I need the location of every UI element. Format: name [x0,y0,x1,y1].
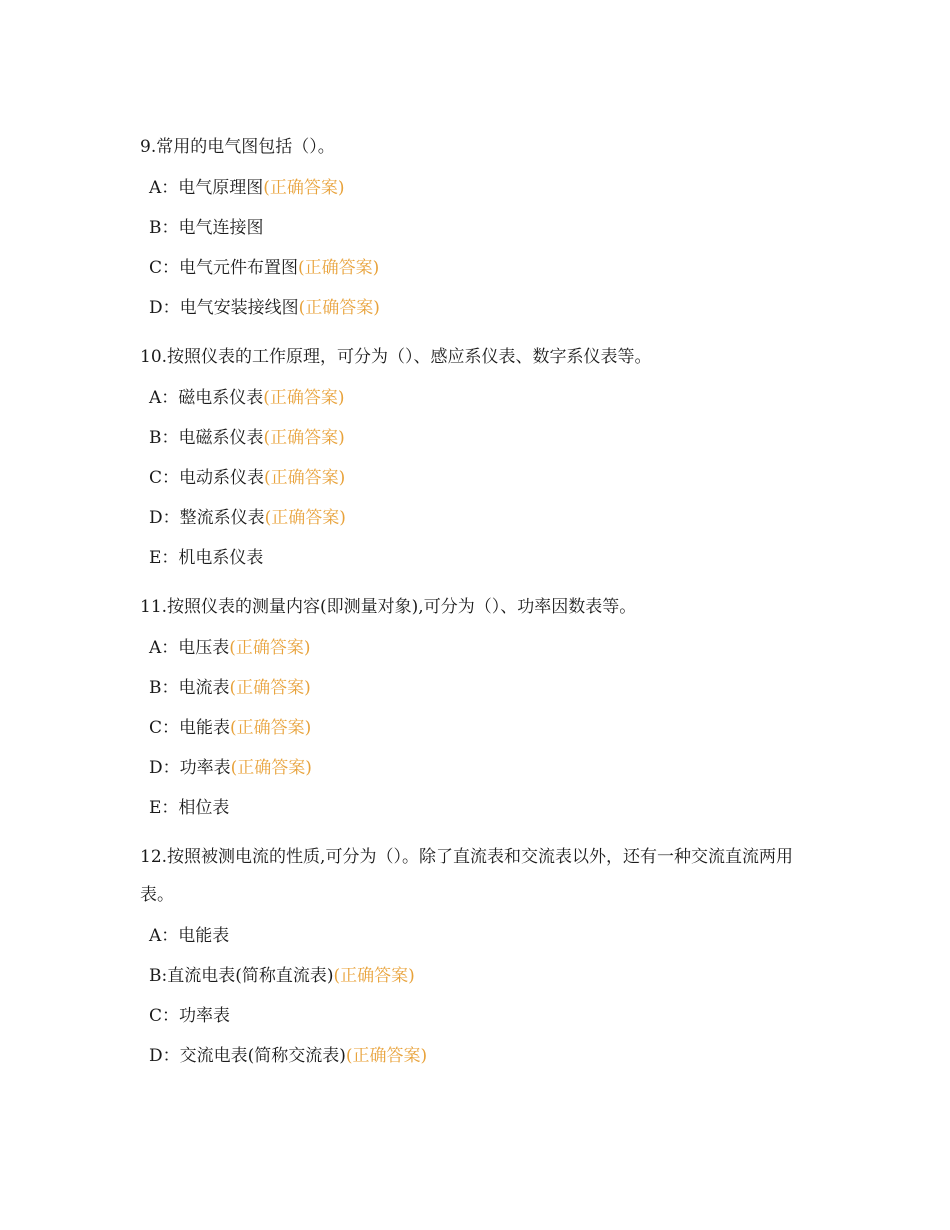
option-text: A：电能表 [149,926,230,946]
question-text: 12.按照被测电流的性质,可分为（）。除了直流表和交流表以外，还有一种交流直流两用表。 [140,847,793,905]
question-text: 10.按照仪表的工作原理，可分为（）、感应系仪表、数字系仪表等。 [140,347,652,367]
correct-answer-tag: (正确答案) [264,508,346,528]
option-text: E：相位表 [149,798,230,818]
option-text: C：功率表 [149,1006,231,1026]
correct-answer-tag: (正确答案) [264,468,346,488]
option-text: B：电流表 [149,678,230,698]
option-item [140,248,820,288]
option-list [140,168,820,328]
option-text: B：电磁系仪表 [149,428,264,448]
correct-answer-tag: (正确答案) [263,428,345,448]
correct-answer-tag: (正确答案) [263,178,345,198]
option-item [140,538,820,578]
option-list [140,916,820,1076]
option-item [140,288,820,328]
option-item [140,458,820,498]
option-item [140,916,820,956]
option-item [140,996,820,1036]
option-list [140,628,820,828]
option-text: D：整流系仪表 [149,508,265,528]
option-text: D：交流电表(简称交流表) [149,1046,346,1066]
correct-answer-tag: (正确答案) [230,718,312,738]
correct-answer-tag: (正确答案) [345,1046,428,1066]
correct-answer-tag: (正确答案) [229,638,311,658]
correct-answer-tag: (正确答案) [263,388,345,408]
correct-answer-tag: (正确答案) [298,258,380,278]
correct-answer-tag: (正确答案) [230,758,312,778]
correct-answer-tag: (正确答案) [333,966,415,986]
correct-answer-tag: (正确答案) [298,298,380,318]
correct-answer-tag: (正确答案) [229,678,311,698]
option-text: D：功率表 [149,758,231,778]
question-text: 11.按照仪表的测量内容(即测量对象),可分为（）、功率因数表等。 [140,597,637,617]
option-item [140,208,820,248]
option-item [140,1036,820,1076]
option-item [140,378,820,418]
option-text: C：电能表 [149,718,231,738]
option-text: B:直流电表(简称直流表) [149,966,334,986]
option-text: C：电气元件布置图 [149,258,299,278]
option-item [140,418,820,458]
question-text: 9.常用的电气图包括（）。 [140,137,335,157]
option-text: C：电动系仪表 [149,468,265,488]
option-text: B：电气连接图 [149,218,264,238]
option-text: A：电气原理图 [149,178,264,198]
option-item [140,788,820,828]
option-item [140,668,820,708]
option-list [140,378,820,578]
option-text: A：磁电系仪表 [149,388,264,408]
option-item [140,956,820,996]
option-item [140,168,820,208]
option-item [140,708,820,748]
option-text: E：机电系仪表 [149,548,264,568]
option-item [140,498,820,538]
option-item [140,748,820,788]
option-text: D：电气安装接线图 [149,298,299,318]
option-text: A：电压表 [149,638,230,658]
option-item [140,628,820,668]
question-list [140,128,820,1086]
